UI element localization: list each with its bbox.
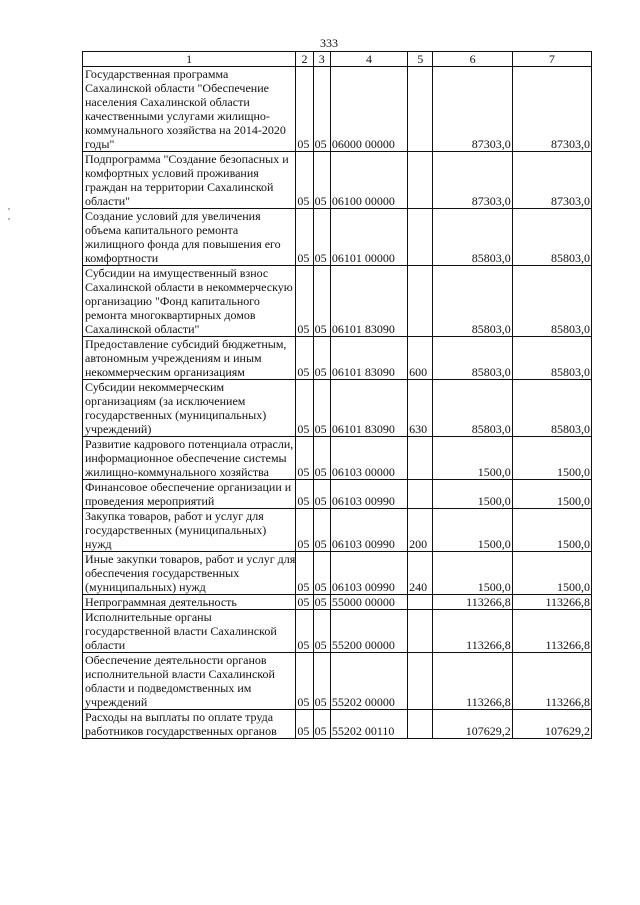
row-amount-col7: 85803,0 bbox=[512, 209, 591, 266]
row-name: Расходы на выплаты по оплате труда работников государственных органов bbox=[83, 710, 296, 739]
row-target-code: 55000 00000 bbox=[330, 595, 407, 610]
row-target-code: 06101 00000 bbox=[330, 209, 407, 266]
row-amount-col7: 85803,0 bbox=[512, 266, 591, 337]
row-subsection: 05 bbox=[313, 509, 330, 552]
margin-mark: ' bbox=[8, 216, 10, 228]
table-row bbox=[83, 337, 592, 380]
table-row bbox=[83, 509, 592, 552]
row-name: Непрограммная деятельность bbox=[83, 595, 296, 610]
margin-mark: ' bbox=[8, 206, 10, 218]
row-expense-type bbox=[408, 209, 433, 266]
row-subsection: 05 bbox=[313, 710, 330, 739]
row-amount-col7: 85803,0 bbox=[512, 380, 591, 437]
column-header: 3 bbox=[313, 52, 330, 67]
row-name: Закупка товаров, работ и услуг для государственных (муниципальных) нужд bbox=[83, 509, 296, 552]
table-row bbox=[83, 209, 592, 266]
row-subsection: 05 bbox=[313, 653, 330, 710]
row-expense-type bbox=[408, 266, 433, 337]
row-target-code: 06103 00990 bbox=[330, 509, 407, 552]
row-section: 05 bbox=[296, 437, 313, 480]
row-name: Создание условий для увеличения объема капитального ремонта жилищного фонда для повышения его комфортности bbox=[83, 209, 296, 266]
row-amount-col6: 1500,0 bbox=[433, 437, 512, 480]
row-target-code: 06101 83090 bbox=[330, 266, 407, 337]
row-subsection: 05 bbox=[313, 337, 330, 380]
row-target-code: 06101 83090 bbox=[330, 380, 407, 437]
row-amount-col6: 87303,0 bbox=[433, 152, 512, 209]
column-header: 2 bbox=[296, 52, 313, 67]
row-section: 05 bbox=[296, 380, 313, 437]
row-section: 05 bbox=[296, 653, 313, 710]
row-expense-type bbox=[408, 710, 433, 739]
row-amount-col7: 113266,8 bbox=[512, 653, 591, 710]
table-row bbox=[83, 380, 592, 437]
row-target-code: 06101 83090 bbox=[330, 337, 407, 380]
row-expense-type bbox=[408, 653, 433, 710]
column-header: 4 bbox=[330, 52, 407, 67]
row-subsection: 05 bbox=[313, 480, 330, 509]
row-amount-col6: 1500,0 bbox=[433, 509, 512, 552]
row-amount-col7: 87303,0 bbox=[512, 67, 591, 152]
row-target-code: 06103 00990 bbox=[330, 480, 407, 509]
row-name: Субсидии некоммерческим организациям (за исключением государственных (муниципальных) учреждений) bbox=[83, 380, 296, 437]
row-amount-col6: 1500,0 bbox=[433, 480, 512, 509]
row-expense-type: 600 bbox=[408, 337, 433, 380]
table-body bbox=[83, 67, 592, 739]
row-amount-col7: 85803,0 bbox=[512, 337, 591, 380]
row-target-code: 06103 00000 bbox=[330, 437, 407, 480]
row-expense-type bbox=[408, 480, 433, 509]
row-target-code: 55202 00000 bbox=[330, 653, 407, 710]
row-section: 05 bbox=[296, 209, 313, 266]
row-expense-type bbox=[408, 595, 433, 610]
row-name: Развитие кадрового потенциала отрасли, информационное обеспечение системы жилищно-коммунального хозяйства bbox=[83, 437, 296, 480]
row-amount-col7: 113266,8 bbox=[512, 595, 591, 610]
budget-table bbox=[82, 51, 592, 739]
table-row bbox=[83, 653, 592, 710]
row-name: Государственная программа Сахалинской области "Обеспечение населения Сахалинской области качественными услугами жилищно-коммунального хозяйства на 2014-2020 годы" bbox=[83, 67, 296, 152]
row-subsection: 05 bbox=[313, 67, 330, 152]
row-amount-col6: 85803,0 bbox=[433, 209, 512, 266]
row-amount-col7: 107629,2 bbox=[512, 710, 591, 739]
row-amount-col7: 1500,0 bbox=[512, 552, 591, 595]
page-number: 333 bbox=[320, 36, 338, 50]
row-amount-col6: 1500,0 bbox=[433, 552, 512, 595]
row-name: Предоставление субсидий бюджетным, автономным учреждениям и иным некоммерческим организациям bbox=[83, 337, 296, 380]
row-amount-col6: 85803,0 bbox=[433, 266, 512, 337]
column-header: 1 bbox=[83, 52, 296, 67]
row-name: Обеспечение деятельности органов исполнительной власти Сахалинской области и подведомственных им учреждений bbox=[83, 653, 296, 710]
row-expense-type: 630 bbox=[408, 380, 433, 437]
row-name: Финансовое обеспечение организации и проведения мероприятий bbox=[83, 480, 296, 509]
row-subsection: 05 bbox=[313, 209, 330, 266]
row-section: 05 bbox=[296, 610, 313, 653]
row-section: 05 bbox=[296, 266, 313, 337]
row-target-code: 06000 00000 bbox=[330, 67, 407, 152]
row-expense-type bbox=[408, 437, 433, 480]
row-amount-col7: 1500,0 bbox=[512, 509, 591, 552]
row-subsection: 05 bbox=[313, 595, 330, 610]
table-row bbox=[83, 152, 592, 209]
table-row bbox=[83, 67, 592, 152]
row-section: 05 bbox=[296, 509, 313, 552]
row-section: 05 bbox=[296, 337, 313, 380]
row-section: 05 bbox=[296, 67, 313, 152]
row-section: 05 bbox=[296, 480, 313, 509]
column-header: 7 bbox=[512, 52, 591, 67]
table-row bbox=[83, 610, 592, 653]
row-amount-col7: 87303,0 bbox=[512, 152, 591, 209]
row-name: Субсидии на имущественный взнос Сахалинской области в некоммерческую организацию "Фонд капитального ремонта многоквартирных домов Сахалинской области" bbox=[83, 266, 296, 337]
row-subsection: 05 bbox=[313, 152, 330, 209]
row-amount-col7: 1500,0 bbox=[512, 480, 591, 509]
row-amount-col6: 85803,0 bbox=[433, 380, 512, 437]
row-amount-col6: 113266,8 bbox=[433, 595, 512, 610]
row-amount-col6: 87303,0 bbox=[433, 67, 512, 152]
table-row bbox=[83, 552, 592, 595]
row-target-code: 06103 00990 bbox=[330, 552, 407, 595]
table-row bbox=[83, 710, 592, 739]
table-row bbox=[83, 437, 592, 480]
row-expense-type bbox=[408, 152, 433, 209]
row-amount-col6: 85803,0 bbox=[433, 337, 512, 380]
row-subsection: 05 bbox=[313, 610, 330, 653]
row-subsection: 05 bbox=[313, 266, 330, 337]
row-subsection: 05 bbox=[313, 437, 330, 480]
table-header-row bbox=[83, 52, 592, 67]
column-header: 6 bbox=[433, 52, 512, 67]
row-amount-col6: 113266,8 bbox=[433, 653, 512, 710]
row-amount-col7: 113266,8 bbox=[512, 610, 591, 653]
row-target-code: 55202 00110 bbox=[330, 710, 407, 739]
row-target-code: 06100 00000 bbox=[330, 152, 407, 209]
row-section: 05 bbox=[296, 552, 313, 595]
row-expense-type bbox=[408, 67, 433, 152]
row-expense-type bbox=[408, 610, 433, 653]
row-amount-col7: 1500,0 bbox=[512, 437, 591, 480]
row-section: 05 bbox=[296, 595, 313, 610]
table-row bbox=[83, 595, 592, 610]
row-amount-col6: 107629,2 bbox=[433, 710, 512, 739]
row-section: 05 bbox=[296, 710, 313, 739]
row-name: Подпрограмма "Создание безопасных и комфортных условий проживания граждан на территории Сахалинской области" bbox=[83, 152, 296, 209]
row-name: Исполнительные органы государственной власти Сахалинской области bbox=[83, 610, 296, 653]
row-target-code: 55200 00000 bbox=[330, 610, 407, 653]
row-name: Иные закупки товаров, работ и услуг для обеспечения государственных (муниципальных) нужд bbox=[83, 552, 296, 595]
row-expense-type: 200 bbox=[408, 509, 433, 552]
table-row bbox=[83, 266, 592, 337]
row-subsection: 05 bbox=[313, 380, 330, 437]
table-row bbox=[83, 480, 592, 509]
row-subsection: 05 bbox=[313, 552, 330, 595]
row-section: 05 bbox=[296, 152, 313, 209]
row-amount-col6: 113266,8 bbox=[433, 610, 512, 653]
row-expense-type: 240 bbox=[408, 552, 433, 595]
column-header: 5 bbox=[408, 52, 433, 67]
